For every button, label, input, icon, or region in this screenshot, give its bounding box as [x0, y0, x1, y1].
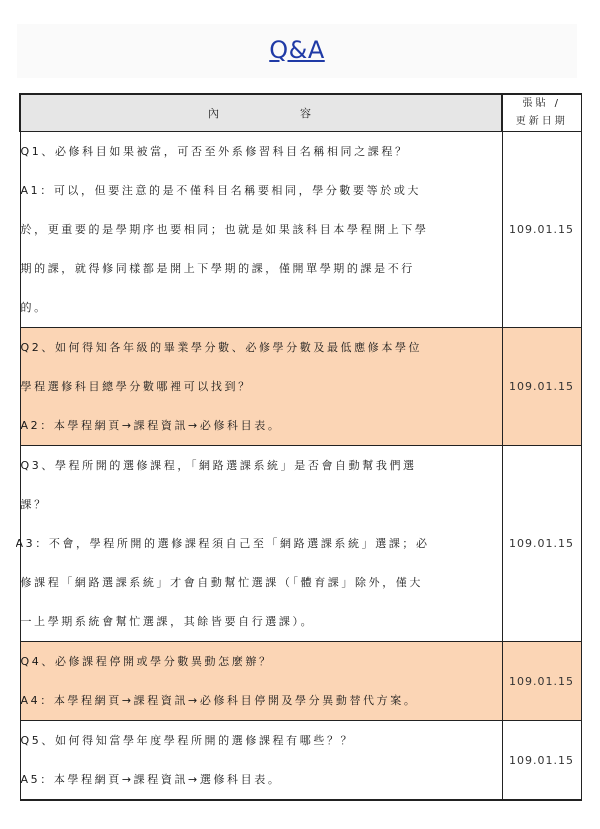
q4-line-2: A4：本學程網頁→課程資訊→必修科目停開及學分異動替代方案。: [20, 694, 418, 707]
q1-line-5: 的。: [20, 301, 48, 314]
qa-row-4: [20, 642, 581, 721]
qa-row-5-content: [20, 721, 502, 801]
content-header-char-2: 容: [300, 107, 314, 120]
qa-row-1-content: [20, 132, 502, 328]
title-bar: [17, 24, 577, 78]
q4-line-1: Q4、必修課程停開或學分數異動怎麼辦？: [20, 655, 273, 668]
qa-row-2-content: [20, 328, 502, 446]
q5-line-2: A5：本學程網頁→課程資訊→選修科目表。: [20, 773, 282, 786]
table-header-row: [20, 94, 581, 132]
date-header: [502, 94, 581, 132]
qa-row-4-date: 109.01.15: [502, 642, 581, 721]
content-header: [20, 94, 502, 132]
qa-row-2-date: 109.01.15: [502, 328, 581, 446]
qa-row-1-date: 109.01.15: [502, 132, 581, 328]
date-header-line-1: 張貼 /: [522, 98, 562, 109]
q5-line-1: Q5、如何得知當學年度學程所開的選修課程有哪些？？: [20, 734, 355, 747]
q3-line-4: 修課程「網路選課系統」才會自動幫忙選課（「體育課」除外，僅大: [20, 576, 423, 589]
qa-row-2: [20, 328, 581, 446]
qa-row-1: [20, 132, 581, 328]
q2-line-2: 學程選修科目總學分數哪裡可以找到？: [20, 380, 252, 393]
q1-line-3: 於，更重要的是學期序也要相同；也就是如果該科目本學程開上下學: [20, 223, 429, 236]
q1-line-4: 期的課，就得修同樣都是開上下學期的課，僅開單學期的課是不行: [20, 262, 415, 275]
date-header-line-2: 更新日期: [515, 116, 568, 127]
qa-row-5-date: 109.01.15: [502, 721, 581, 801]
q2-line-3: A2：本學程網頁→課程資訊→必修科目表。: [20, 419, 282, 432]
qa-row-4-content: [20, 642, 502, 721]
q3-line-3: A3：不會，學程所開的選修課程須自己至「網路選課系統」選課；必: [15, 537, 430, 550]
q1-line-2: A1：可以，但要注意的是不僅科目名稱要相同，學分數要等於或大: [20, 184, 422, 197]
qa-row-3-content: [15, 446, 502, 642]
content-header-char-1: 內: [208, 107, 222, 120]
q3-line-2: 課？: [20, 498, 48, 511]
q3-line-1: Q3、學程所開的選修課程，「網路選課系統」是否會自動幫我們選: [20, 459, 417, 472]
qa-row-3-date: 109.01.15: [502, 446, 581, 642]
q2-line-1: Q2、如何得知各年級的畢業學分數、必修學分數及最低應修本學位: [20, 341, 423, 354]
q3-line-5: 一上學期系統會幫忙選課，其餘皆要自行選課）。: [20, 615, 315, 628]
qa-row-3: [20, 446, 581, 642]
qa-row-5: [20, 721, 581, 801]
qa-table: [15, 93, 582, 801]
q1-line-1: Q1、必修科目如果被當，可否至外系修習科目名稱相同之課程？: [20, 145, 409, 158]
page-title-link[interactable]: Q&A: [269, 36, 325, 64]
